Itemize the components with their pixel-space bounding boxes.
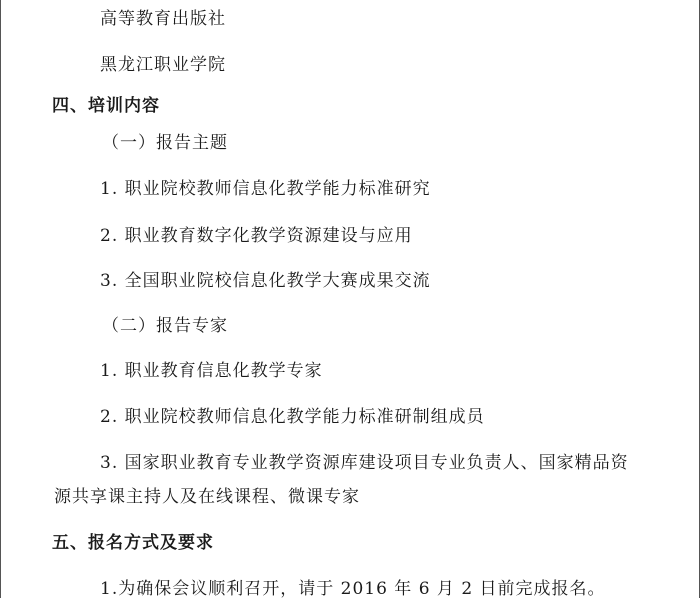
list-item: 2. 职业院校教师信息化教学能力标准研制组成员	[100, 407, 485, 427]
list-item: 1.为确保会议顺利召开，请于 2016 年 6 月 2 日前完成报名。	[100, 579, 606, 598]
organizer-line: 高等教育出版社	[100, 9, 226, 29]
list-item-continuation: 源共享课主持人及在线课程、微课专家	[54, 487, 360, 507]
list-item: 1. 职业院校教师信息化教学能力标准研究	[100, 179, 431, 199]
page-left-edge	[0, 0, 1, 598]
list-item: 3. 全国职业院校信息化教学大赛成果交流	[100, 271, 431, 291]
list-item: 1. 职业教育信息化教学专家	[100, 361, 323, 381]
subsection-report-topics: （一）报告主题	[102, 133, 228, 153]
list-item: 2. 职业教育数字化教学资源建设与应用	[100, 226, 413, 246]
organizer-line: 黑龙江职业学院	[100, 55, 226, 75]
section-four-heading: 四、培训内容	[52, 96, 160, 116]
subsection-report-experts: （二）报告专家	[102, 316, 228, 336]
list-item: 3. 国家职业教育专业教学资源库建设项目专业负责人、国家精品资	[100, 453, 629, 473]
section-five-heading: 五、报名方式及要求	[52, 533, 214, 553]
